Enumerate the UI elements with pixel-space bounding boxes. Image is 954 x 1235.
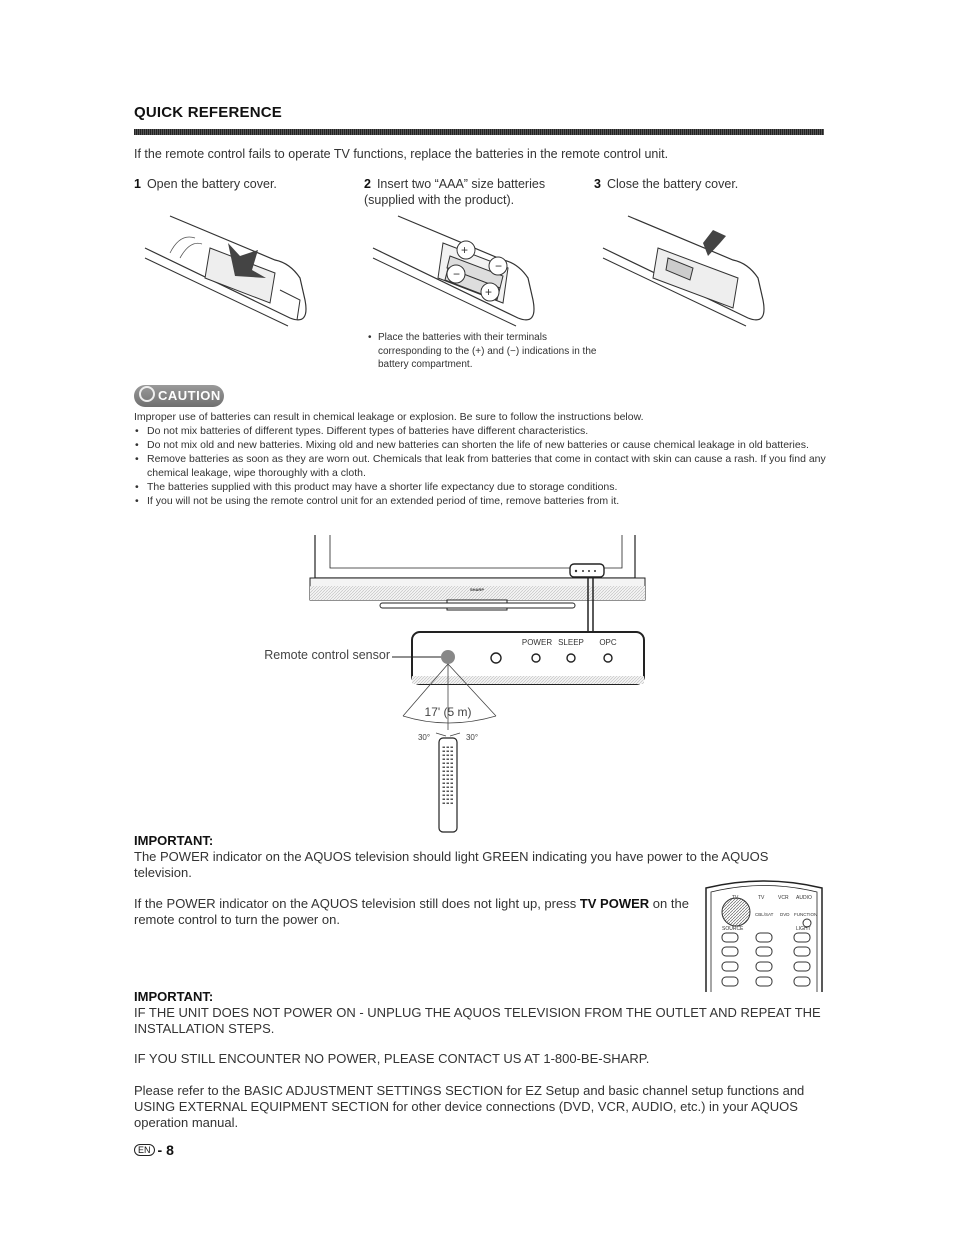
tv-brand: SHARP: [469, 587, 485, 592]
remote-open-cover-illustration: [140, 208, 320, 333]
svg-text:VCR: VCR: [778, 895, 789, 901]
step-text: Insert two “AAA” size batteries (supplied with the product).: [364, 177, 546, 207]
caution-intro: Improper use of batteries can result in chemical leakage or explosion. Be sure to follow the instructions below.: [134, 411, 644, 423]
page-title: QUICK REFERENCE: [134, 104, 283, 121]
svg-text:TV: TV: [732, 895, 739, 901]
opc-indicator-icon: [604, 654, 612, 662]
instruction-text: If the POWER indicator on the AQUOS television still does not light up, press: [134, 896, 580, 911]
svg-text:−: −: [495, 259, 503, 273]
important-text: The POWER indicator on the AQUOS television should light GREEN indicating you have power to the AQUOS television.: [134, 849, 769, 880]
svg-text:FUNCTION: FUNCTION: [794, 912, 818, 917]
power-indicator-icon: [532, 654, 540, 662]
instruction-text: on the remote control to turn the power on.: [134, 896, 689, 927]
step-number: 1: [134, 177, 141, 191]
step-2: [364, 176, 569, 208]
list-item: • If you will not be using the remote control unit for an extended period of time, remove batteries from it.: [134, 494, 829, 508]
refer-text: Please refer to the BASIC ADJUSTMENT SETTINGS SECTION for EZ Setup and basic channel setup functions and USING EXTERNAL EQUIPMENT SECTION for other device connections (DVD, VCR, AUDIO, etc.) in your AQUOS operation manual.: [134, 1083, 805, 1130]
step-text: Close the battery cover.: [606, 177, 739, 191]
caution-label: CAUTION: [158, 388, 221, 403]
list-item: • Remove batteries as soon as they are worn out. Chemicals that leak from batteries that come in contact with skin can cause a rash. If you find any chemical leakage, wipe thoroughly with a cloth.: [134, 452, 829, 480]
indicator-power-label: POWER: [521, 638, 553, 647]
important-heading: IMPORTANT:: [134, 989, 214, 1004]
svg-text:DVD: DVD: [780, 912, 790, 917]
remote-insert-batteries-illustration: [368, 208, 548, 333]
tv-power-instruction: [134, 896, 699, 928]
step-3: [594, 176, 794, 192]
list-item: • Do not mix old and new batteries. Mixing old and new batteries can shorten the life of new batteries or cause chemical leakage in old batteries.: [134, 438, 829, 452]
angle-left-label: 30°: [417, 733, 431, 742]
battery-note-text: Place the batteries with their terminals corresponding to the (+) and (−) indications in the battery compartment.: [378, 332, 597, 370]
tv-power-button-icon: [722, 898, 750, 926]
title-rule: [134, 129, 824, 135]
angle-right-label: 30°: [465, 733, 479, 742]
important-warning-text: IF THE UNIT DOES NOT POWER ON - UNPLUG THE AQUOS TELEVISION FROM THE OUTLET AND REPEAT THE INSTALLATION STEPS.: [134, 1005, 821, 1036]
svg-text:+: +: [461, 243, 469, 257]
tv-sensor-diagram: [250, 530, 660, 835]
language-badge: EN: [134, 1144, 155, 1156]
step-number: 3: [594, 177, 601, 191]
remote-closeup-illustration: [700, 874, 828, 992]
tv-power-label: TV POWER: [579, 896, 650, 911]
indicator-light-icon: [491, 653, 501, 663]
indicator-opc-label: OPC: [599, 638, 617, 647]
page-footer: [134, 1142, 174, 1158]
list-item: • The batteries supplied with this product may have a shorter life expectancy due to storage conditions.: [134, 480, 829, 494]
step-text: Open the battery cover.: [146, 177, 277, 191]
list-item: • Do not mix batteries of different types. Different types of batteries have different characteristics.: [134, 424, 829, 438]
step-number: 2: [364, 177, 371, 191]
svg-text:+: +: [485, 285, 493, 299]
range-label: 17' (5 m): [424, 705, 472, 719]
caution-icon: [139, 386, 155, 402]
svg-text:CBL/SAT: CBL/SAT: [755, 912, 774, 917]
svg-text:LIGHT: LIGHT: [796, 926, 811, 932]
sleep-indicator-icon: [567, 654, 575, 662]
svg-text:SOURCE: SOURCE: [722, 926, 744, 932]
page-number: - 8: [157, 1142, 174, 1158]
caution-section: [134, 410, 829, 508]
contact-text: IF YOU STILL ENCOUNTER NO POWER, PLEASE CONTACT US AT 1-800-BE-SHARP.: [134, 1051, 650, 1066]
caution-list: [134, 424, 829, 508]
svg-text:−: −: [453, 267, 461, 281]
svg-text:TV: TV: [758, 895, 765, 901]
battery-note: [368, 331, 598, 372]
bullet-icon: •: [368, 332, 372, 343]
step-1: [134, 176, 334, 192]
remote-sensor-icon: [441, 650, 455, 664]
caution-badge: [134, 385, 224, 407]
sensor-label: Remote control sensor: [264, 648, 390, 662]
indicator-sleep-label: SLEEP: [558, 638, 584, 647]
intro-text: If the remote control fails to operate TV functions, replace the batteries in the remote control unit.: [134, 147, 669, 161]
remote-close-cover-illustration: [598, 208, 778, 333]
important-heading: IMPORTANT:: [134, 833, 214, 848]
svg-text:AUDIO: AUDIO: [796, 895, 812, 901]
